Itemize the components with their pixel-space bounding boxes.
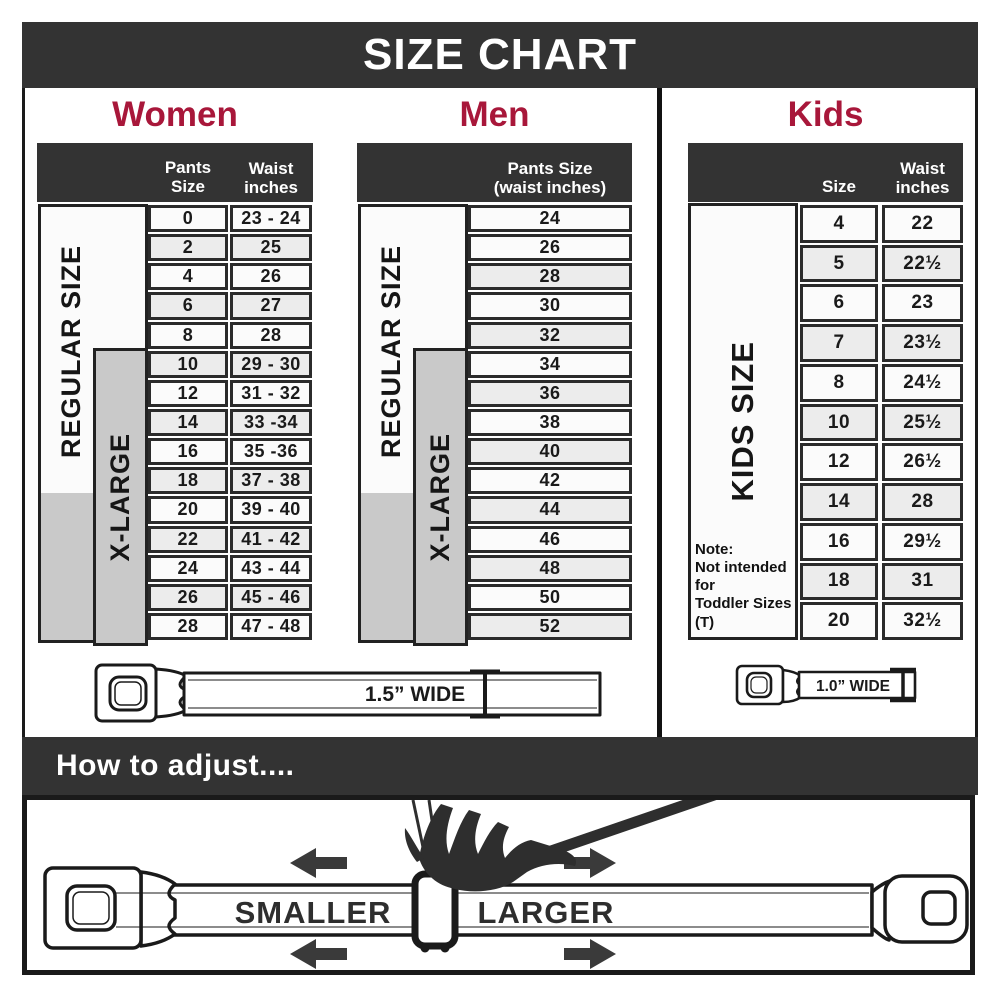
men-pants-size-cell: 48 [468, 555, 632, 582]
kids-size-cell: 14 [800, 483, 878, 521]
right-frame-edge [975, 88, 978, 737]
kids-size-cell: 8 [800, 364, 878, 402]
women-waist-cell: 31 - 32 [230, 380, 312, 407]
kids-size-cell: 7 [800, 324, 878, 362]
kids-waist-cell: 26½ [882, 443, 963, 481]
women-pants-size-column [148, 205, 228, 640]
men-xlarge-label: X-LARGE [425, 432, 455, 562]
men-pants-size-cell: 24 [468, 205, 632, 232]
kids-size-cell: 10 [800, 404, 878, 442]
page-title: SIZE CHART [363, 30, 637, 79]
men-regular-size-label: REGULAR SIZE [375, 244, 406, 458]
kids-size-cell: 20 [800, 602, 878, 640]
how-to-adjust-bar [22, 737, 978, 795]
kids-belt-width-label: 1.0” WIDE [815, 678, 891, 695]
women-pants-size-column-header: Pants Size [164, 158, 212, 196]
women-pants-size-cell: 4 [148, 263, 228, 290]
women-waist-cell: 27 [230, 292, 312, 319]
adjust-buckle-button-inner [73, 892, 109, 924]
women-pants-size-cell: 2 [148, 234, 228, 261]
men-pants-size-cell: 36 [468, 380, 632, 407]
larger-label: LARGER [477, 895, 615, 930]
women-waist-cell: 23 - 24 [230, 205, 312, 232]
kids-waist-cell: 24½ [882, 364, 963, 402]
adult-belt-width-illustration [90, 653, 610, 737]
men-size-category-labels [357, 203, 468, 640]
women-waist-cell: 47 - 48 [230, 613, 312, 640]
kids-note-title: Note: [695, 540, 734, 558]
women-waist-cell: 41 - 42 [230, 526, 312, 553]
men-pants-size-cell: 50 [468, 584, 632, 611]
men-xlarge-extension [358, 493, 419, 643]
arrow-right-bottom-icon [564, 939, 616, 969]
kids-size-column [800, 205, 878, 640]
women-waist-cell: 29 - 30 [230, 351, 312, 378]
women-waist-column [230, 205, 312, 640]
women-waist-cell: 45 - 46 [230, 584, 312, 611]
title-bar [22, 22, 978, 88]
men-pants-size-cell: 52 [468, 613, 632, 640]
women-pants-size-cell: 12 [148, 380, 228, 407]
buckle-button-inner [115, 682, 141, 705]
women-waist-cell: 43 - 44 [230, 555, 312, 582]
kids-waist-cell: 22 [882, 205, 963, 243]
kids-table-header [688, 143, 963, 202]
kids-note [695, 541, 795, 632]
women-pants-size-cell: 18 [148, 467, 228, 494]
kids-size-cell: 6 [800, 284, 878, 322]
kids-buckle-button-inner [751, 677, 767, 693]
kids-size-cell: 4 [800, 205, 878, 243]
men-pants-size-cell: 28 [468, 263, 632, 290]
belt-connector [156, 669, 186, 717]
adjust-illustration-box [22, 795, 975, 975]
women-waist-cell: 28 [230, 322, 312, 349]
women-pants-size-cell: 8 [148, 322, 228, 349]
kids-waist-cell: 25½ [882, 404, 963, 442]
men-pants-size-column [468, 205, 632, 640]
women-waist-cell: 25 [230, 234, 312, 261]
kids-waist-cell: 31 [882, 563, 963, 601]
women-waist-cell: 33 -34 [230, 409, 312, 436]
men-pants-size-cell: 32 [468, 322, 632, 349]
left-frame-edge [22, 88, 25, 737]
belt-adjust-illustration [27, 800, 970, 970]
women-pants-size-cell: 10 [148, 351, 228, 378]
men-pants-size-cell: 26 [468, 234, 632, 261]
men-pants-size-column-header: Pants Size (waist inches) [493, 159, 607, 197]
kids-belt-width-illustration [733, 658, 928, 710]
women-xlarge-box [93, 348, 148, 646]
arrow-left-top-icon [290, 848, 347, 878]
latch-plate-hole [923, 892, 955, 924]
kids-size-cell: 5 [800, 245, 878, 283]
kids-size-label-box [688, 203, 798, 640]
women-pants-size-cell: 0 [148, 205, 228, 232]
kids-waist-cell: 28 [882, 483, 963, 521]
kids-size-cell: 16 [800, 523, 878, 561]
hand-pulling-belt-icon [419, 804, 576, 891]
men-pants-size-cell: 30 [468, 292, 632, 319]
men-xlarge-box [413, 348, 468, 646]
adjuster-foot-right [441, 944, 450, 953]
kids-note-line2: Toddler Sizes (T) [695, 595, 792, 631]
women-pants-size-cell: 20 [148, 496, 228, 523]
women-pants-size-cell: 6 [148, 292, 228, 319]
women-waist-column-header: Waist inches [244, 159, 298, 197]
kids-size-column-header: Size [821, 177, 857, 196]
women-waist-cell: 35 -36 [230, 438, 312, 465]
kids-size-cell: 12 [800, 443, 878, 481]
women-pants-size-cell: 16 [148, 438, 228, 465]
men-pants-size-cell: 34 [468, 351, 632, 378]
adult-belt-width-label: 1.5” WIDE [364, 683, 466, 706]
kids-note-line1: Not intended for [695, 558, 787, 595]
how-to-adjust-heading: How to adjust.... [56, 749, 295, 782]
kids-waist-column-header: Waist inches [895, 159, 950, 197]
women-pants-size-cell: 22 [148, 526, 228, 553]
kids-section-divider [657, 88, 662, 737]
men-pants-size-cell: 42 [468, 467, 632, 494]
women-section-title: Women [112, 95, 238, 134]
men-pants-size-cell: 46 [468, 526, 632, 553]
men-pants-size-cell: 44 [468, 496, 632, 523]
kids-waist-cell: 29½ [882, 523, 963, 561]
women-pants-size-cell: 14 [148, 409, 228, 436]
women-waist-cell: 39 - 40 [230, 496, 312, 523]
women-waist-cell: 26 [230, 263, 312, 290]
women-pants-size-cell: 28 [148, 613, 228, 640]
women-table-header [37, 143, 313, 202]
men-pants-size-cell: 38 [468, 409, 632, 436]
kids-waist-cell: 22½ [882, 245, 963, 283]
kids-size-label: KIDS SIZE [725, 341, 760, 502]
kids-size-cell: 18 [800, 563, 878, 601]
women-size-category-labels [37, 203, 148, 640]
adjust-belt-connector [141, 872, 175, 946]
men-section-title: Men [459, 95, 530, 134]
men-table-header [357, 143, 632, 202]
smaller-label: SMALLER [234, 895, 392, 930]
women-xlarge-extension [38, 493, 99, 643]
women-xlarge-label: X-LARGE [105, 432, 135, 562]
women-pants-size-cell: 26 [148, 584, 228, 611]
kids-waist-cell: 32½ [882, 602, 963, 640]
women-waist-cell: 37 - 38 [230, 467, 312, 494]
men-pants-size-cell: 40 [468, 438, 632, 465]
women-pants-size-cell: 24 [148, 555, 228, 582]
women-regular-size-label: REGULAR SIZE [55, 244, 86, 458]
kids-waist-cell: 23½ [882, 324, 963, 362]
kids-section-title: Kids [787, 95, 864, 134]
kids-waist-column [882, 205, 963, 640]
adjuster-foot-left [421, 944, 430, 953]
arrow-left-bottom-icon [290, 939, 347, 969]
kids-waist-cell: 23 [882, 284, 963, 322]
